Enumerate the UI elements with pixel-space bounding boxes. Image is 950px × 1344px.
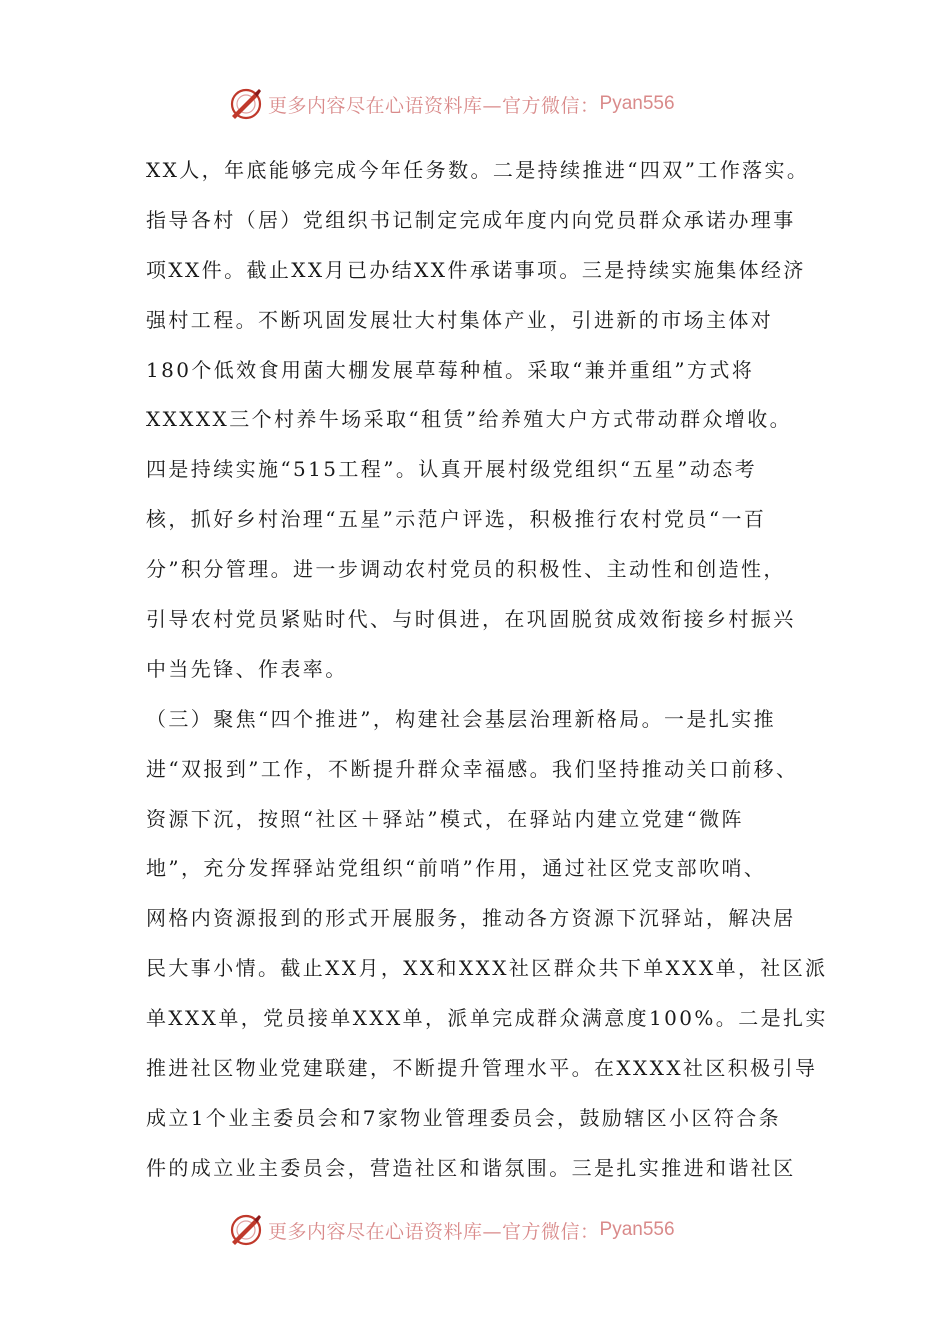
- wechat-id: Pyan556: [599, 1219, 675, 1240]
- text-line: 分”积分管理。进一步调动农村党员的积极性、主动性和创造性，: [146, 557, 786, 582]
- brand-logo-icon: [228, 1212, 264, 1248]
- text-line: 资源下沉，按照“社区＋驿站”模式，在驿站内建立党建“微阵: [146, 806, 744, 831]
- text-line: 件的成立业主委员会，营造社区和谐氛围。三是扎实推进和谐社区: [146, 1155, 796, 1180]
- header-banner: [0, 84, 950, 124]
- text-line: XXXXX三个村养牛场采取“租赁”给养殖大户方式带动群众增收。: [146, 407, 793, 432]
- text-line: 核，抓好乡村治理“五星”示范户评选，积极推行农村党员“一百: [146, 507, 767, 532]
- section-heading-line: （三）聚焦“四个推进”，构建社会基层治理新格局。一是扎实推: [146, 706, 777, 731]
- text-line: 进“双报到”工作，不断提升群众幸福感。我们坚持推动关口前移、: [146, 756, 799, 781]
- text-line: 引导农村党员紧贴时代、与时俱进，在巩固脱贫成效衔接乡村振兴: [146, 607, 796, 632]
- footer-banner: [0, 1210, 950, 1250]
- text-line: 单XXX单，党员接单XXX单，派单完成群众满意度100%。二是扎实: [146, 1006, 828, 1031]
- text-line: 网格内资源报到的形式开展服务，推动各方资源下沉驿站，解决居: [146, 906, 796, 931]
- body-text: [146, 146, 828, 1194]
- text-line: 地”，充分发挥驿站党组织“前哨”作用，通过社区党支部吹哨、: [146, 856, 767, 881]
- text-line: 项XX件。截止XX月已办结XX件承诺事项。三是持续实施集体经济: [146, 257, 806, 282]
- banner-text: 更多内容尽在心语资料库—官方微信：: [268, 94, 600, 117]
- text-line: XX人，年底能够完成今年任务数。二是持续推进“四双”工作落实。: [146, 158, 810, 182]
- text-line: 中当先锋、作表率。: [146, 656, 348, 681]
- banner-text: 更多内容尽在心语资料库—官方微信：: [268, 1220, 600, 1243]
- text-line: 指导各村（居）党组织书记制定完成年度内向党员群众承诺办理事: [146, 207, 796, 232]
- text-line: 180个低效食用菌大棚发展草莓种植。采取“兼并重组”方式将: [146, 357, 755, 382]
- text-line: 成立1个业主委员会和7家物业管理委员会，鼓励辖区小区符合条: [146, 1105, 782, 1130]
- text-line: 强村工程。不断巩固发展壮大村集体产业，引进新的市场主体对: [146, 307, 774, 332]
- wechat-id: Pyan556: [599, 93, 675, 114]
- text-line: 推进社区物业党建联建，不断提升管理水平。在XXXX社区积极引导: [146, 1056, 818, 1081]
- text-line: 民大事小情。截止XX月，XX和XXX社区群众共下单XXX单，社区派: [146, 956, 828, 981]
- brand-logo-icon: [228, 86, 264, 122]
- text-line: 四是持续实施“515工程”。认真开展村级党组织“五星”动态考: [146, 457, 758, 482]
